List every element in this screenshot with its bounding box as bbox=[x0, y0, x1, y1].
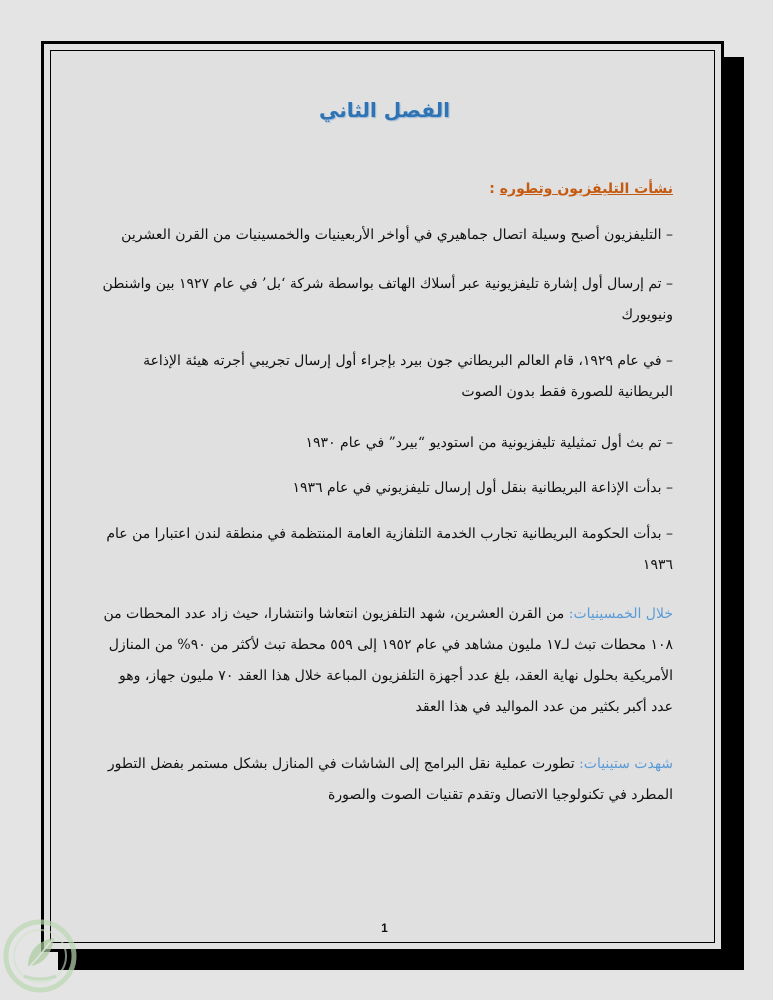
section-heading-text: نشأت التليفزيون وتطوره bbox=[499, 181, 673, 197]
fifties-label: خلال الخمسينيات: bbox=[568, 606, 673, 622]
list-item bbox=[96, 473, 673, 504]
section-heading-colon: : bbox=[489, 181, 495, 197]
list-item-text: تم إرسال أول إشارة تليفزيونية عبر أسلاك الهاتف بواسطة شركة ‘بل’ في عام ١٩٢٧ بين واشنطن ونيويورك bbox=[102, 276, 673, 323]
bullet-dash: – bbox=[666, 353, 673, 369]
list-item bbox=[96, 220, 673, 251]
bullet-dash: – bbox=[666, 435, 673, 451]
list-item bbox=[96, 269, 673, 331]
fifties-text: من القرن العشرين، شهد التلفزيون انتعاشا وانتشارا، حيث زاد عدد المحطات من ١٠٨ محطات تبث لـ١٧ مليون مشاهد في عام ١٩٥٢ إلى ٥٥٩ محطة تبث لأكثر من ٩٠% من المنازل الأمريكية بحلول نهاية العقد، بلغ عدد أجهزة التلفزيون المباعة خلال هذا العقد ٧٠ مليون جهاز، وهو عدد أكبر بكثير من عدد المواليد في هذا العقد bbox=[103, 606, 673, 715]
page-number: 1 bbox=[381, 921, 388, 935]
list-item bbox=[96, 346, 673, 408]
sixties-paragraph bbox=[96, 749, 673, 811]
fifties-paragraph bbox=[96, 599, 673, 723]
list-item-text: في عام ١٩٢٩، قام العالم البريطاني جون بيرد بإجراء أول إرسال تجريبي أجرته هيئة الإذاعة البريطانية للصورة فقط بدون الصوت bbox=[143, 353, 673, 400]
bullet-dash: – bbox=[666, 227, 673, 243]
list-item-text: بدأت الحكومة البريطانية تجارب الخدمة التلفازية العامة المنتظمة في منطقة لندن اعتبارا من عام ١٩٣٦ bbox=[106, 526, 673, 573]
section-heading bbox=[489, 181, 673, 197]
sixties-text: تطورت عملية نقل البرامج إلى الشاشات في المنازل بشكل مستمر بفضل التطور المطرد في تكنولوجيا الاتصال وتقدم تقنيات الصوت والصورة bbox=[107, 756, 673, 803]
bullet-dash: – bbox=[666, 480, 673, 496]
list-item bbox=[96, 519, 673, 581]
list-item bbox=[96, 428, 673, 459]
sixties-label: شهدت ستينيات: bbox=[579, 756, 673, 772]
page-content bbox=[96, 44, 673, 949]
list-item-text: بدأت الإذاعة البريطانية بنقل أول إرسال تليفزيوني في عام ١٩٣٦ bbox=[292, 480, 662, 496]
chapter-title: الفصل الثاني bbox=[318, 98, 451, 122]
leaf-logo-icon bbox=[0, 916, 80, 996]
list-item-text: تم بث أول تمثيلية تليفزيونية من استوديو “بيرد” في عام ١٩٣٠ bbox=[305, 435, 662, 451]
bullet-dash: – bbox=[666, 276, 673, 292]
bullet-dash: – bbox=[666, 526, 673, 542]
list-item-text: التليفزيون أصبح وسيلة اتصال جماهيري في أواخر الأربعينيات والخمسينيات من القرن العشرين bbox=[121, 227, 662, 243]
page-frame bbox=[41, 41, 724, 952]
